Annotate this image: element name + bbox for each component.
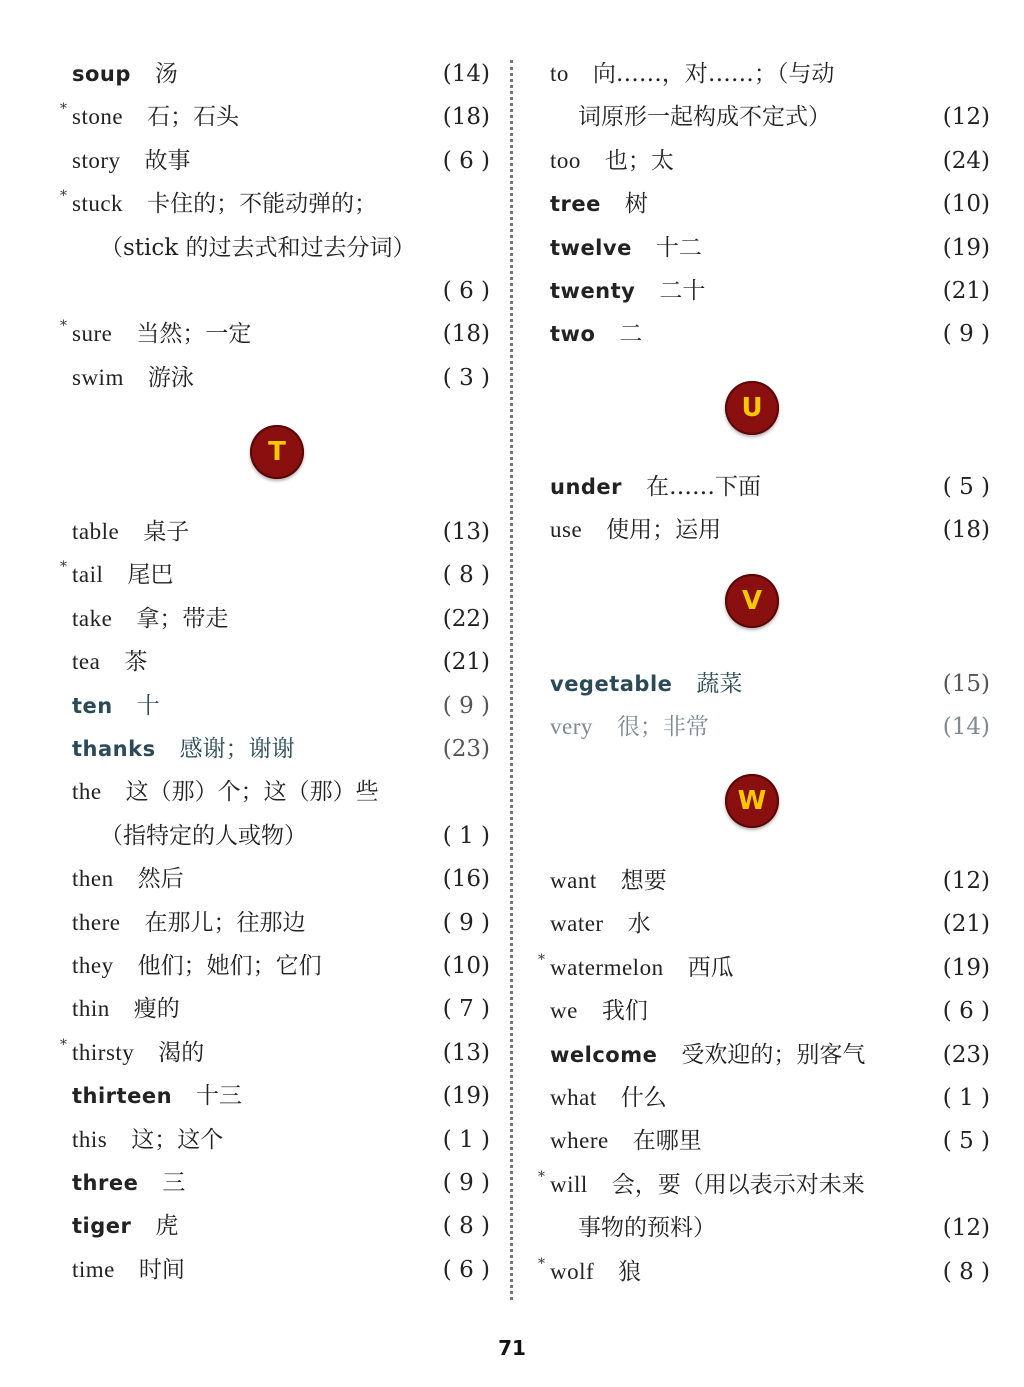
vocab-entry (72, 512, 490, 552)
entry-unit-number: (21) (942, 911, 990, 938)
vocab-entry (72, 1163, 490, 1203)
vocab-entry (72, 1076, 490, 1116)
entry-gloss: 在哪里 (632, 1128, 702, 1155)
entry-continuation (100, 816, 490, 856)
entry-unit-number: (16) (442, 866, 490, 893)
entry-word: tail (72, 562, 104, 588)
entry-unit-number: (18) (442, 104, 490, 131)
entry-gloss: 汤 (154, 61, 178, 87)
entry-continuation (100, 228, 490, 268)
section-letter-badge: T (250, 425, 304, 479)
entry-gloss: 事物的预料） (578, 1215, 716, 1242)
entry-gloss: 向……，对……；（与动 (592, 61, 835, 87)
vocab-entry (550, 664, 990, 704)
vocab-entry (550, 991, 990, 1031)
entry-unit-number: (18) (442, 321, 490, 348)
entry-gloss: 十二 (655, 234, 702, 261)
entry-word: they (72, 953, 114, 978)
entry-word: stuck (72, 191, 124, 217)
entry-unit-number: (24) (942, 147, 990, 174)
entry-word: will (550, 1171, 588, 1197)
entry-gloss: 我们 (601, 998, 648, 1025)
entry-word: thirteen (72, 1084, 173, 1109)
vocab-entry (60, 97, 490, 137)
entry-word: tree (550, 192, 601, 217)
column-divider (510, 60, 513, 1300)
entry-unit-number: (15) (942, 671, 990, 697)
entry-word: there (72, 909, 121, 935)
star-marker: * (60, 318, 67, 335)
entry-word: tiger (72, 1214, 132, 1239)
entry-gloss: 树 (624, 191, 648, 218)
vocab-entry (72, 989, 490, 1029)
entry-unit-number: ( 9 ) (942, 321, 990, 348)
entry-gloss: 这（那）个；这（那）些 (125, 779, 379, 806)
star-marker: * (60, 101, 67, 118)
entry-word: ten (72, 693, 113, 718)
entry-gloss: 在那儿；往那边 (144, 909, 306, 936)
entry-word: under (550, 475, 623, 499)
entry-gloss: 三 (162, 1170, 186, 1196)
entry-unit-number: (18) (942, 517, 990, 544)
entry-gloss: 什么 (620, 1085, 667, 1111)
vocab-entry (72, 1206, 490, 1246)
entry-unit-number: (13) (442, 519, 490, 545)
entry-unit-number: ( 8 ) (942, 1258, 990, 1285)
entry-word: to (550, 61, 569, 86)
entry-unit-number: ( 8 ) (442, 1213, 490, 1240)
entry-word: we (550, 998, 578, 1024)
entry-unit-number: (12) (942, 104, 990, 131)
entry-word: water (550, 911, 604, 937)
vocab-entry (72, 686, 490, 726)
entry-gloss: 然后 (137, 866, 184, 893)
entry-gloss: 水 (627, 911, 651, 938)
entry-gloss: 二 (619, 321, 643, 348)
vocab-entry (550, 1078, 990, 1118)
entry-word: stone (72, 104, 124, 130)
entry-unit-number: (22) (442, 605, 490, 632)
entry-gloss: 故事 (144, 147, 191, 174)
vocab-entry (60, 555, 490, 595)
vocab-entry (72, 54, 490, 94)
entry-word: tea (72, 649, 101, 675)
entry-gloss: 这；这个 (131, 1126, 224, 1153)
vocab-entry (72, 642, 490, 682)
entry-unit-number: (12) (942, 868, 990, 894)
vocab-entry (538, 1165, 990, 1205)
entry-gloss: 西瓜 (687, 954, 734, 981)
entry-unit-number: ( 6 ) (442, 1256, 490, 1283)
entry-word: welcome (550, 1042, 658, 1067)
vocab-entry (550, 904, 990, 944)
page-number: 71 (498, 1336, 526, 1360)
entry-word: story (72, 147, 121, 173)
section-letter-badge: W (725, 774, 779, 828)
entry-unit-number: (13) (442, 1039, 490, 1066)
entry-gloss: 他们；她们；它们 (137, 953, 322, 979)
entry-continuation (100, 271, 490, 311)
vocab-entry (550, 54, 990, 94)
entry-unit-number: ( 9 ) (442, 909, 490, 936)
entry-gloss: 虎 (155, 1213, 179, 1240)
entry-gloss: 尾巴 (127, 562, 174, 589)
entry-word: wolf (550, 1258, 595, 1284)
entry-unit-number: ( 1 ) (442, 1126, 490, 1153)
entry-unit-number: (19) (942, 954, 990, 981)
vocab-entry (60, 1033, 490, 1073)
vocab-entry (72, 358, 490, 398)
vocab-entry (72, 1250, 490, 1290)
entry-unit-number: (10) (942, 191, 990, 218)
vocab-entry (72, 729, 490, 769)
vocab-entry (550, 228, 990, 268)
star-marker: * (538, 951, 545, 968)
star-marker: * (60, 188, 67, 205)
vocab-entry (550, 184, 990, 224)
vocab-entry (72, 141, 490, 181)
entry-gloss: 受欢迎的；别客气 (681, 1041, 866, 1068)
star-marker: * (60, 559, 67, 576)
star-marker: * (60, 1036, 67, 1053)
entry-word: twenty (550, 279, 636, 303)
star-marker: * (538, 1255, 545, 1272)
entry-gloss: 十三 (196, 1083, 243, 1110)
entry-unit-number: (14) (442, 61, 490, 87)
entry-word: twelve (550, 235, 632, 260)
entry-gloss: 当然；一定 (136, 321, 252, 348)
entry-unit-number: (19) (442, 1083, 490, 1110)
entry-unit-number: (23) (442, 736, 490, 762)
entry-gloss: 想要 (620, 868, 667, 894)
entry-word: what (550, 1085, 597, 1110)
entry-gloss: 瘦的 (133, 996, 180, 1023)
vocab-entry (550, 271, 990, 311)
section-letter-badge: U (725, 381, 779, 435)
entry-gloss: 卡住的；不能动弹的； (147, 191, 378, 218)
vocab-entry (72, 903, 490, 943)
entry-gloss: 十 (136, 692, 160, 719)
entry-unit-number: ( 1 ) (942, 1085, 990, 1111)
entry-gloss: 茶 (124, 649, 148, 676)
entry-gloss: 在……下面 (646, 474, 762, 500)
entry-unit-number: (21) (442, 649, 490, 676)
entry-word: want (550, 868, 597, 893)
entry-continuation (578, 1208, 990, 1248)
entry-unit-number: (19) (942, 234, 990, 261)
vocab-entry (72, 946, 490, 986)
entry-unit-number: ( 5 ) (942, 474, 990, 500)
star-marker: * (538, 1168, 545, 1185)
vocab-entry (60, 314, 490, 354)
section-letter-badge: V (725, 574, 779, 628)
entry-gloss: （指特定的人或物） (100, 822, 307, 849)
entry-gloss: 蔬菜 (696, 671, 743, 697)
entry-word: two (550, 322, 596, 347)
entry-gloss: 石；石头 (147, 104, 240, 131)
vocab-entry (72, 599, 490, 639)
vocab-entry (550, 1035, 990, 1075)
entry-unit-number: ( 1 ) (442, 822, 490, 849)
entry-unit-number: (23) (942, 1041, 990, 1068)
entry-gloss: （stick 的过去式和过去分词） (100, 234, 416, 261)
entry-gloss: 时间 (138, 1256, 185, 1283)
entry-gloss: 使用；运用 (606, 517, 722, 544)
vocab-entry (550, 861, 990, 901)
vocab-entry (550, 707, 990, 747)
entry-word: vegetable (550, 672, 673, 696)
vocab-entry (550, 141, 990, 181)
entry-unit-number: ( 6 ) (442, 147, 490, 174)
vocab-entry (550, 510, 990, 550)
vocab-entry (550, 467, 990, 507)
entry-word: thin (72, 996, 110, 1022)
entry-word: too (550, 147, 581, 173)
entry-gloss: 拿；带走 (136, 605, 229, 632)
entry-unit-number: ( 8 ) (442, 562, 490, 589)
entry-word: take (72, 605, 113, 631)
entry-word: the (72, 779, 102, 805)
entry-gloss: 桌子 (143, 519, 190, 545)
entry-word: where (550, 1128, 609, 1154)
entry-unit-number: ( 3 ) (442, 364, 490, 391)
entry-continuation (578, 97, 990, 137)
entry-gloss: 会，要（用以表示对未来 (611, 1171, 865, 1198)
entry-word: then (72, 866, 114, 892)
entry-word: watermelon (550, 954, 664, 980)
entry-word: this (72, 1126, 108, 1152)
entry-gloss: 也；太 (604, 147, 674, 174)
vocab-entry (550, 1121, 990, 1161)
entry-unit-number: ( 5 ) (942, 1128, 990, 1155)
vocab-entry (72, 1120, 490, 1160)
entry-unit-number: (21) (942, 278, 990, 304)
entry-word: very (550, 714, 593, 740)
entry-word: three (72, 1171, 139, 1195)
entry-unit-number: (12) (942, 1215, 990, 1242)
entry-unit-number: ( 7 ) (442, 996, 490, 1023)
vocab-entry (60, 184, 490, 224)
vocab-entry (538, 948, 990, 988)
vocab-entry (72, 772, 490, 812)
entry-word: time (72, 1256, 115, 1282)
entry-gloss: 很；非常 (616, 714, 709, 741)
entry-unit-number: ( 9 ) (442, 692, 490, 719)
entry-word: soup (72, 62, 131, 86)
entry-word: table (72, 519, 120, 544)
entry-word: sure (72, 321, 113, 347)
entry-gloss: 游泳 (147, 364, 194, 391)
entry-gloss: 渴的 (158, 1039, 205, 1066)
entry-word: swim (72, 364, 124, 390)
vocab-entry (550, 314, 990, 354)
entry-word: thanks (72, 737, 156, 761)
vocab-entry (538, 1252, 990, 1292)
entry-unit-number: ( 6 ) (942, 998, 990, 1025)
entry-gloss: 狼 (618, 1258, 642, 1285)
entry-unit-number: ( 6 ) (442, 278, 490, 304)
entry-word: thirsty (72, 1039, 135, 1065)
entry-gloss: 词原形一起构成不定式） (578, 104, 831, 131)
entry-gloss: 感谢；谢谢 (179, 736, 295, 762)
entry-unit-number: ( 9 ) (442, 1170, 490, 1196)
vocab-entry (72, 859, 490, 899)
entry-unit-number: (14) (942, 714, 990, 741)
entry-word: use (550, 517, 583, 543)
entry-gloss: 二十 (659, 278, 706, 304)
entry-unit-number: (10) (442, 953, 490, 979)
